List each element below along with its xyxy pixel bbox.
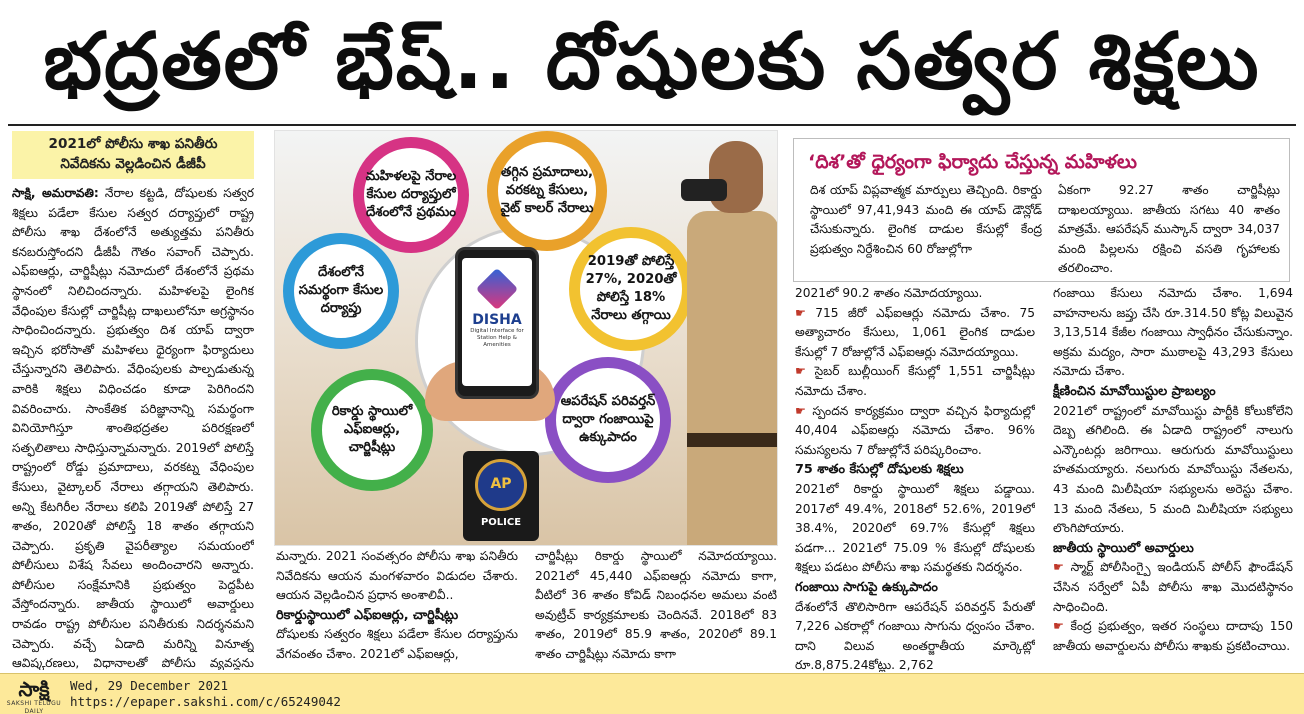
col5-bullet-2-text: కేంద్ర ప్రభుత్వం, ఇతర సంస్థలు దాదాపు 150 జాతీయ అవార్డులను పోలీసు శాఖకు ప్రకటించాయి. xyxy=(1053,619,1293,653)
police-officer-image xyxy=(681,141,778,546)
binocular-icon xyxy=(681,179,727,201)
bullet-icon: ☛ xyxy=(795,403,813,418)
bubble-operation xyxy=(545,357,671,483)
disha-box-title: ‘దిశ’తో ధైర్యంగా ఫిర్యాదు చేస్తున్న మహిళలు xyxy=(808,151,1137,173)
intro-line-2: నివేదికను వెల్లడించిన డీజీపీ xyxy=(60,156,206,172)
col4-bullet-3-text: స్పందన కార్యక్రమం ద్వారా వచ్చిన ఫిర్యాదుల్లో 40,404 ఎఫ్ఐఆర్లు నమోదు చేశాం. 96% సమస్యలను 7 రోజుల్లోనే పరిష్కరించాం. xyxy=(795,403,1035,457)
bullet-icon: ☛ xyxy=(795,364,815,379)
bubble-decline-text: తగ్గిన ప్రమాదాలు, వరకట్న కేసులు, వైట్ కాలర్ నేరాలు xyxy=(500,165,594,216)
footer-meta xyxy=(70,678,341,710)
col4-subheading-2: గంజాయి సాగుపై ఉక్కుపాదం xyxy=(795,579,938,595)
column-1 xyxy=(12,184,254,670)
disha-subtitle: Digital Interface for Station Help & Amenities xyxy=(470,328,524,348)
col5-paragraph-2: 2021లో రాష్ట్రంలో మావోయిస్టు పార్టీకి కోలుకోలేని దెబ్బ తగిలింది. ఈ ఏడాది రాష్ట్రంలో నాలుగు ఎన్కౌంటర్లు జరిగాయి. ఆరుగురు మావోయిస్టులు హతమయ్యారు. నలుగురు మావోయిస్టు నేతలను, 43 మంది మిలీషియా సభ్యులను అరెస్టు చేశాం. 13 మంది నేతలు, 5 మంది మిలీషియా సభ్యులు లొంగిపోయారు. xyxy=(1053,403,1293,536)
badge-text: POLICE xyxy=(480,517,522,528)
footer-url[interactable]: https://epaper.sakshi.com/c/65249042 xyxy=(70,694,341,709)
disha-box-right-text: ఏకంగా 92.27 శాతం చార్జిషీట్లు దాఖలయ్యాయి. జాతీయ సగటు 40 శాతం మాత్రమే. ఆపరేషన్ ముస్కాన్ ద్వారా 34,037 మంది పిల్లలను రక్షించి వసతి గృహాలకు తరలించాం. xyxy=(1058,183,1280,276)
headline-rule xyxy=(8,124,1296,126)
bubble-records-text: రికార్డు స్థాయిలో ఎఫ్ఐఆర్లు, చార్జిషీట్లు xyxy=(331,404,413,455)
col4-bullet-2-text: సైబర్ బుల్లీయింగ్ కేసుల్లో 1,551 చార్జిషీట్లు నమోదు చేశాం. xyxy=(795,364,1035,398)
bubble-decline xyxy=(487,131,607,251)
col5-bullet-1-text: స్మార్ట్ పోలీసింగ్పై ఇండియన్ పోలీస్ ఫౌండేషన్ చేసిన సర్వేలో ఏపీ పోలీసు శాఖ మొదటిస్థానం సాధించింది. xyxy=(1053,560,1293,614)
headline: భద్రతలో భేష్.. దోషులకు సత్వర శిక్షలు xyxy=(43,17,1261,107)
bullet-icon: ☛ xyxy=(1053,619,1071,634)
col5-subheading-2: జాతీయ స్థాయిలో అవార్డులు xyxy=(1053,540,1194,556)
col1-text: నేరాల కట్టడి, దోషులకు సత్వర శిక్షలు పడేలా కేసుల సత్వర దర్యాప్తులో రాష్ట్ర పోలీసు శాఖ దేశంలోనే అత్యుత్తమ పనితీరు కనబరుస్తోందని డీజీపీ గౌతం సవాంగ్ చెప్పారు. ఎఫ్ఐఆర్లు, చార్జిషీట్లు నమోదులో దేశంలోనే ప్రథమ స్థానంలో నిలిచిందన్నారు. మహిళలపై లైంగిక వేధింపుల కేసుల్లో చార్జిషీట్ల దాఖలులోనూ అగ్రస్థానం సాధించిందన్నారు. ప్రభుత్వం దిశ యాప్ ద్వారా ఇచ్చిన భరోసాతో మహిళలు ధైర్యంగా ఫిర్యాదులు చేస్తున్నారని తెలిపారు. వేధింపులకు పాల్పడుతున్న వారికి శిక్షలు విధించడం కూడా పెరిగిందని వివరించారు. సాంకేతిక పరిజ్ఞానాన్ని సమర్థంగా వినియోగిస్తూ శాంతిభద్రతల పరిరక్షణలో సత్ఫలితాలు సాధిస్తున్నామన్నారు. 2019లో పోలిస్తే రాష్ట్రంలో రోడ్డు ప్రమాదాలు, వరకట్న వేధింపుల కేసులు, వైట్కాలర్ నేరాలు తగ్గాయని తెలిపారు. అన్ని కేటగిరీల నేరాలు కలిపి 2019తో పోలిస్తే 27 శాతం, 2020తో పోలిస్తే 18 శాతం తగ్గాయని చెప్పారు. ప్రకృతి వైపరీత్యాల సమయంలో పోలీసులు విశేష సేవలు అందించారని అన్నారు. పోలీసుల సంక్షేమానికి ప్రభుత్వం పెద్దపీట వేస్తోందన్నారు. జాతీయ స్థాయిలో అవార్డులు రావడం రాష్ట్ర పోలీసుల పనితీరుకు నిదర్శనమని చెప్పారు. వచ్చే ఏడాది మరిన్ని వినూత్న ఆవిష్కరణలు, విధానాలతో పోలీసు వ్యవస్థను xyxy=(12,186,254,670)
col5-paragraph-1: గంజాయి కేసులు నమోదు చేశాం. 1,694 వాహనాలను జప్తు చేసి రూ.314.50 కోట్ల విలువైన 3,13,514 కేజీల గంజాయి స్వాధీనం చేసుకున్నాం. అక్రమ మద్యం, సారా ముఠాలపై 43,293 కేసులు నమోదు చేశాం. xyxy=(1053,286,1293,379)
disha-box-left-text: దిశ యాప్ విప్లవాత్మక మార్పులు తెచ్చింది. రికార్డు స్థాయిలో 97,41,943 మంది ఈ యాప్ డౌన్లోడ్ చేసుకున్నారు. లైంగిక దాడుల కేసుల్లో కేంద్ర ప్రభుత్వం నిర్దేశించిన 60 రోజుల్లోగా xyxy=(810,183,1042,256)
disha-box-left xyxy=(810,181,1042,281)
intro-box xyxy=(12,131,254,179)
col1-paragraph xyxy=(12,184,254,670)
column-3 xyxy=(535,547,777,671)
officer-body xyxy=(687,211,778,546)
dateline: సాక్షి, అమరావతి: xyxy=(12,186,99,200)
ap-police-badge xyxy=(463,451,539,541)
disha-box xyxy=(793,138,1290,282)
column-5 xyxy=(1053,284,1293,672)
officer-belt xyxy=(687,433,778,447)
disha-title: DISHA xyxy=(472,312,522,328)
column-4 xyxy=(795,284,1035,672)
bubble-efficient-text: దేశంలోనే సమర్థంగా కేసుల దర్యాప్తు xyxy=(298,265,384,316)
sakshi-logo-text: సాక్షి xyxy=(18,677,50,701)
bubble-efficient xyxy=(283,233,399,349)
col4-bullet-1 xyxy=(795,304,1035,363)
intro-line-1: 2021లో పోలీసు శాఖ పనితీరు xyxy=(48,136,218,152)
disha-phone xyxy=(455,247,539,399)
bullet-icon: ☛ xyxy=(795,305,816,320)
badge-state: AP xyxy=(490,476,512,492)
col2-paragraph-2: దోషులకు సత్వరం శిక్షలు పడేలా కేసుల దర్యాప్తును వేగవంతం చేశాం. 2021లో ఎఫ్ఐఆర్లు, xyxy=(276,627,518,661)
footer-date: Wed, 29 December 2021 xyxy=(70,678,229,693)
bubble-women xyxy=(353,137,469,253)
police-emblem-icon xyxy=(475,459,527,511)
footer-bar xyxy=(0,673,1304,714)
col5-subheading-1: క్షీణించిన మావోయిస్టుల ప్రాబల్యం xyxy=(1053,383,1216,399)
col2-paragraph-1: మన్నారు. 2021 సంవత్సరం పోలీసు శాఖ పనితీరు నివేదికను ఆయన మంగళవారం విడుదల చేశారు. ఆయన వెల్లడించిన ప్రధాన అంశాలివీ.. xyxy=(276,549,518,603)
bullet-icon: ☛ xyxy=(1053,560,1071,575)
bubble-records xyxy=(311,369,433,491)
bubble-women-text: మహిళలపై నేరాల కేసుల దర్యాప్తులో దేశంలోనే ప్రథమం xyxy=(365,169,457,220)
col5-bullet-2 xyxy=(1053,617,1293,656)
col2-subheading: రికార్డుస్థాయిలో ఎఫ్ఐఆర్లు, చార్జిషీట్లు xyxy=(276,607,459,623)
phone-screen xyxy=(462,258,532,386)
col5-bullet-1 xyxy=(1053,558,1293,617)
disha-logo-icon xyxy=(476,268,518,310)
col4-paragraph-3: దేశంలోనే తొలిసారిగా ఆపరేషన్ పరివర్తన్ పేరుతో 7,226 ఎకరాల్లో గంజాయి సాగును ధ్వంసం చేశాం. దాని విలువ అంతర్జాతీయ మార్కెట్లో రూ.8,875.24కోట్లు. 2,762 xyxy=(795,599,1035,672)
officer-head xyxy=(709,141,763,213)
col4-bullet-2 xyxy=(795,362,1035,401)
col4-subheading-1: 75 శాతం కేసుల్లో దోషులకు శిక్షలు xyxy=(795,462,964,478)
bubble-crime xyxy=(569,227,693,351)
column-2 xyxy=(276,547,518,671)
col4-bullet-1-text: 715 జీరో ఎఫ్ఐఆర్లు నమోదు చేశాం. 75 అత్యాచారం కేసులు, 1,061 లైంగిక దాడుల కేసుల్లో 7 రోజుల్లోనే ఎఫ్ఐఆర్లు నమోదయ్యాయి. xyxy=(795,305,1035,359)
sakshi-logo[interactable] xyxy=(6,677,62,714)
bubble-crime-text: 2019తో పోలిస్తే 27%, 2020తో పోలిస్తే 18% నేరాలు తగ్గాయి xyxy=(585,254,677,323)
infographic xyxy=(274,130,778,546)
col4-paragraph-1: 2021లో 90.2 శాతం నమోదయ్యాయి. xyxy=(795,286,983,300)
bubble-operation-text: ఆపరేషన్ పరివర్తన్ ద్వారా గంజాయిపై ఉక్కుపాదం xyxy=(560,394,656,445)
sakshi-logo-tag: SAKSHI TELUGU DAILY xyxy=(6,700,62,714)
disha-box-right xyxy=(1058,181,1280,281)
col3-paragraph-1: చార్జిషీట్లు రికార్డు స్థాయిలో నమోదయ్యాయి. 2021లో 45,440 ఎఫ్ఐఆర్లు నమోదు కాగా, వీటిలో 36 శాతం కోవిడ్ నిబంధనల అమలు వంటి అవుట్రీచ్ కార్యక్రమాలకు చెందినవే. 2018లో 83 శాతం, 2019లో 85.9 శాతం, 2020లో 89.1 శాతం చార్జిషీట్లు నమోదు కాగా xyxy=(535,549,777,661)
col4-bullet-3 xyxy=(795,402,1035,461)
col4-paragraph-2: 2021లో రికార్డు స్థాయిలో శిక్షలు పడ్డాయి. 2017లో 49.4%, 2018లో 52.6%, 2019లో 38.4%, 2020లో 69.7% కేసుల్లో శిక్షలు పడగా... 2021లో 75.09 % కేసుల్లో దోషులకు శిక్షలు పడటం పోలీసు శాఖ సమర్థతకు నిదర్శనం. xyxy=(795,481,1035,575)
